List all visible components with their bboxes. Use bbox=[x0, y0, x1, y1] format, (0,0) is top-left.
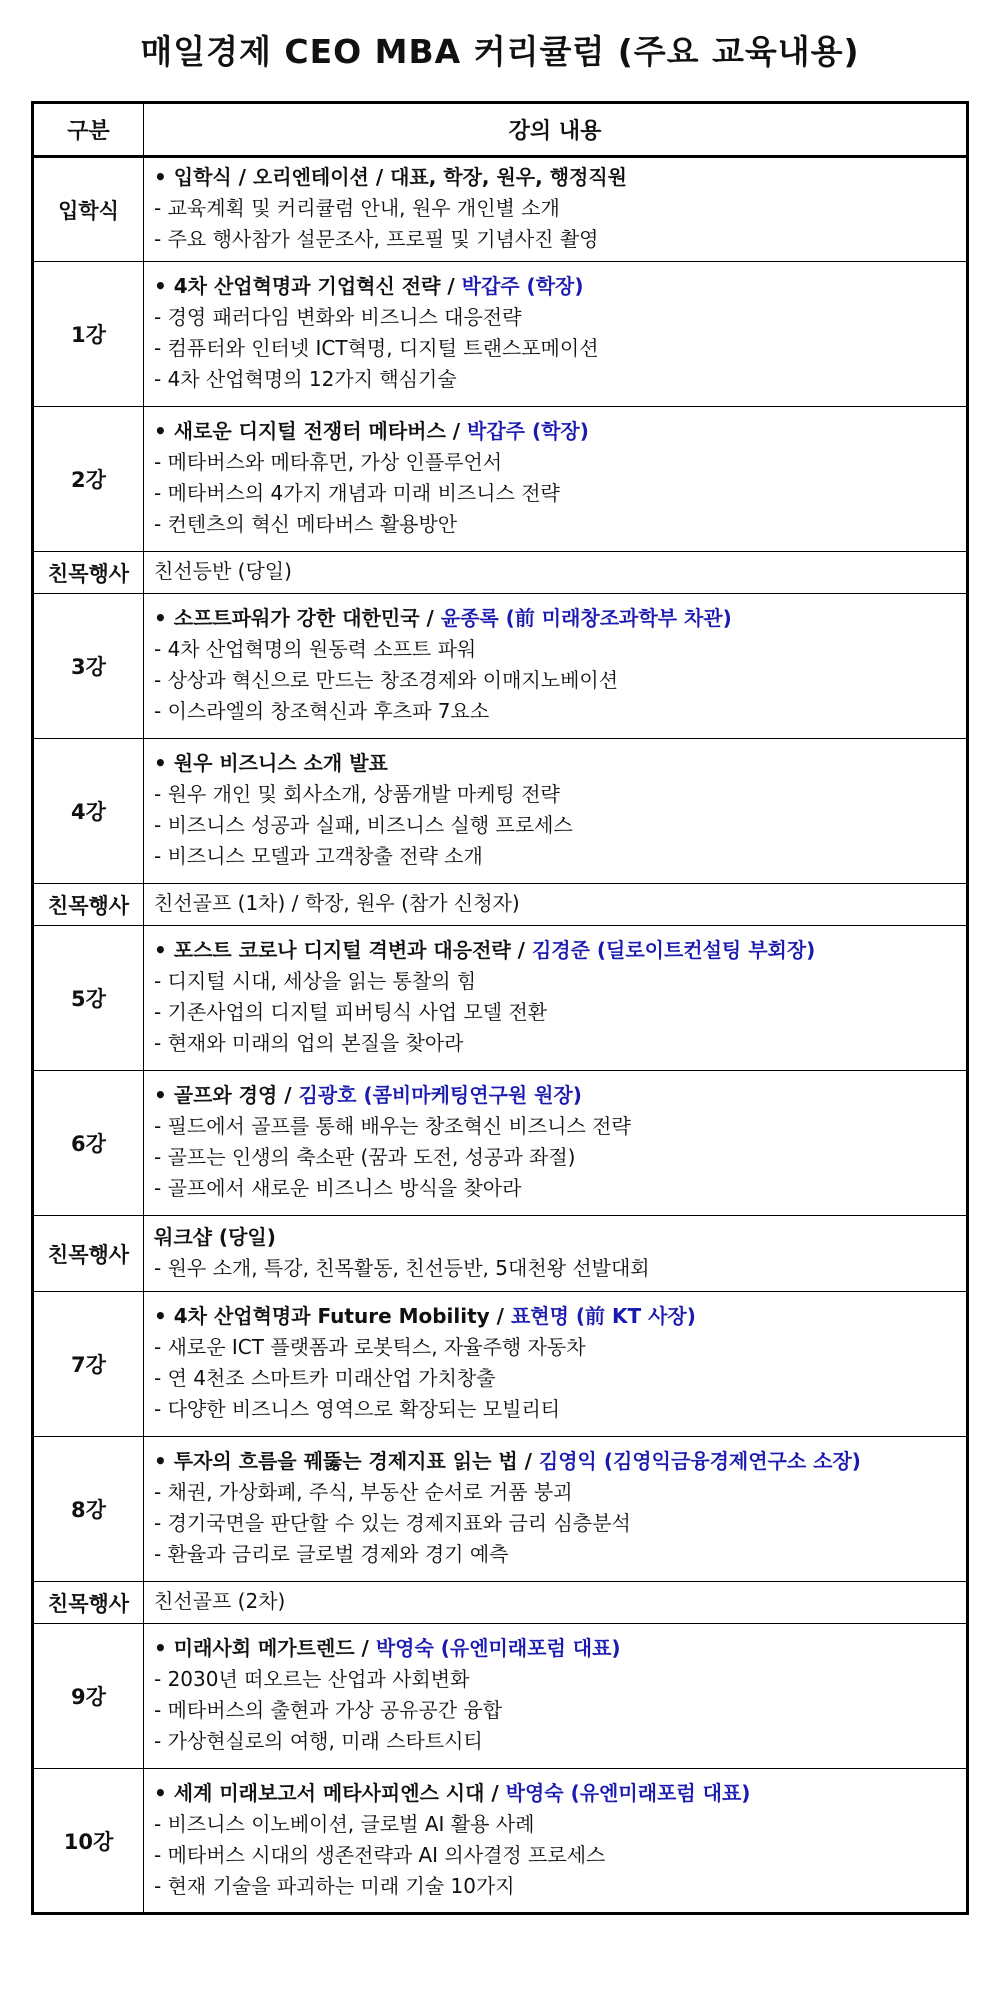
lecture-detail: - 골프는 인생의 축소판 (꿈과 도전, 성공과 좌절) bbox=[154, 1145, 576, 1169]
lecturer-name: 박갑주 (학장) bbox=[467, 419, 589, 443]
table-row bbox=[33, 552, 968, 594]
lecture-title bbox=[154, 1080, 956, 1111]
row-content bbox=[144, 1292, 968, 1437]
lecturer-name: 김경준 (딜로이트컨설팅 부회장) bbox=[531, 938, 816, 962]
lecture-detail: - 채권, 가상화폐, 주식, 부동산 순서로 거품 붕괴 bbox=[154, 1480, 573, 1504]
lecture-detail: - 컴퓨터와 인터넷 ICT혁명, 디지털 트랜스포메이션 bbox=[154, 336, 599, 360]
table-row bbox=[33, 1071, 968, 1216]
lecture-topic: • 원우 비즈니스 소개 발표 bbox=[154, 751, 388, 775]
lecture-topic: • 세계 미래보고서 메타사피엔스 시대 / bbox=[154, 1780, 506, 1805]
row-content bbox=[144, 1437, 968, 1582]
row-content bbox=[144, 552, 968, 594]
table-header-row bbox=[33, 103, 968, 157]
table-row bbox=[33, 1216, 968, 1292]
lecturer-name: 김영익 (김영익금융경제연구소 소장) bbox=[538, 1449, 861, 1473]
row-category: 친목행사 bbox=[33, 552, 144, 594]
table-row bbox=[33, 926, 968, 1071]
row-category: 친목행사 bbox=[33, 1216, 144, 1292]
row-content bbox=[144, 262, 968, 407]
event-text: 친선골프 (2차) bbox=[154, 1589, 286, 1613]
row-category: 4강 bbox=[33, 739, 144, 884]
header-content: 강의 내용 bbox=[144, 103, 968, 157]
lecture-detail: - 디지털 시대, 세상을 읽는 통찰의 힘 bbox=[154, 969, 477, 993]
lecture-detail: - 현재 기술을 파괴하는 미래 기술 10가지 bbox=[154, 1873, 515, 1898]
header-category: 구분 bbox=[33, 103, 144, 157]
lecture-topic: • 골프와 경영 / bbox=[154, 1083, 299, 1107]
lecture-detail: - 다양한 비즈니스 영역으로 확장되는 모빌리티 bbox=[154, 1397, 561, 1421]
lecture-title bbox=[154, 603, 956, 634]
lecture-detail: - 메타버스 시대의 생존전략과 AI 의사결정 프로세스 bbox=[154, 1842, 606, 1867]
event-text: 친선등반 (당일) bbox=[154, 559, 292, 583]
lecturer-name: 박갑주 (학장) bbox=[461, 274, 584, 298]
row-category: 친목행사 bbox=[33, 1582, 144, 1624]
table-row bbox=[33, 407, 968, 552]
lecture-detail: - 필드에서 골프를 통해 배우는 창조혁신 비즈니스 전략 bbox=[154, 1114, 631, 1138]
lecture-detail: - 주요 행사참가 설문조사, 프로필 및 기념사진 촬영 bbox=[154, 227, 599, 251]
page-title: 매일경제 CEO MBA 커리큘럼 (주요 교육내용) bbox=[140, 32, 860, 71]
table-row bbox=[33, 739, 968, 884]
row-content bbox=[144, 1216, 968, 1292]
lecture-title bbox=[154, 748, 956, 779]
table-row bbox=[33, 884, 968, 926]
lecturer-name: 표현명 (前 KT 사장) bbox=[510, 1304, 696, 1328]
lecture-detail: - 2030년 떠오르는 산업과 사회변화 bbox=[154, 1667, 470, 1691]
lecture-title bbox=[154, 162, 956, 193]
lecture-detail: - 경영 패러다임 변화와 비즈니스 대응전략 bbox=[154, 305, 522, 329]
curriculum-table bbox=[31, 101, 969, 1915]
table-row bbox=[33, 1624, 968, 1769]
lecture-title bbox=[154, 1222, 956, 1253]
row-content bbox=[144, 1624, 968, 1769]
lecturer-name: 김광호 (콤비마케팅연구원 원장) bbox=[298, 1083, 582, 1107]
table-row bbox=[33, 1292, 968, 1437]
lecture-detail: - 비즈니스 모델과 고객창출 전략 소개 bbox=[154, 844, 483, 868]
row-content bbox=[144, 1582, 968, 1624]
row-content bbox=[144, 594, 968, 739]
table-row bbox=[33, 1769, 968, 1914]
row-category: 5강 bbox=[33, 926, 144, 1071]
row-category: 10강 bbox=[33, 1769, 144, 1914]
event-text: 친선골프 (1차) / 학장, 원우 (참가 신청자) bbox=[154, 891, 520, 915]
row-category: 7강 bbox=[33, 1292, 144, 1437]
lecture-detail: - 메타버스의 4가지 개념과 미래 비즈니스 전략 bbox=[154, 481, 560, 505]
row-category: 9강 bbox=[33, 1624, 144, 1769]
lecture-detail: - 4차 산업혁명의 12가지 핵심기술 bbox=[154, 367, 457, 391]
lecture-detail: - 컨텐츠의 혁신 메타버스 활용방안 bbox=[154, 512, 458, 536]
row-content bbox=[144, 407, 968, 552]
lecture-title bbox=[154, 1778, 956, 1809]
lecture-title bbox=[154, 416, 956, 447]
lecture-detail: - 경기국면을 판단할 수 있는 경제지표와 금리 심층분석 bbox=[154, 1511, 631, 1535]
lecture-topic: • 새로운 디지털 전쟁터 메타버스 / bbox=[154, 419, 468, 443]
table-row bbox=[33, 1437, 968, 1582]
lecture-detail: - 4차 산업혁명의 원동력 소프트 파워 bbox=[154, 637, 477, 661]
lecturer-name: 윤종록 (前 미래창조과학부 차관) bbox=[440, 606, 732, 630]
lecture-title bbox=[154, 271, 956, 302]
lecture-topic: 워크샵 (당일) bbox=[154, 1224, 276, 1249]
table-row bbox=[33, 262, 968, 407]
lecture-detail: - 상상과 혁신으로 만드는 창조경제와 이매지노베이션 bbox=[154, 668, 619, 692]
row-category: 6강 bbox=[33, 1071, 144, 1216]
row-content bbox=[144, 739, 968, 884]
lecture-topic: • 미래사회 메가트렌드 / bbox=[154, 1636, 376, 1660]
lecture-detail: - 새로운 ICT 플랫폼과 로봇틱스, 자율주행 자동차 bbox=[154, 1335, 586, 1359]
lecture-topic: • 입학식 / 오리엔테이션 / 대표, 학장, 원우, 행정직원 bbox=[154, 165, 627, 189]
lecture-topic: • 4차 산업혁명과 Future Mobility / bbox=[154, 1304, 511, 1328]
lecture-title bbox=[154, 1633, 956, 1664]
lecture-detail: - 연 4천조 스마트카 미래산업 가치창출 bbox=[154, 1366, 496, 1390]
table-row bbox=[33, 594, 968, 739]
lecture-topic: • 4차 산업혁명과 기업혁신 전략 / bbox=[154, 274, 462, 298]
lecturer-name: 박영숙 (유엔미래포럼 대표) bbox=[375, 1636, 621, 1660]
lecture-detail: - 메타버스와 메타휴먼, 가상 인플루언서 bbox=[154, 450, 503, 474]
lecture-detail: - 교육계획 및 커리큘럼 안내, 원우 개인별 소개 bbox=[154, 196, 560, 220]
lecture-title bbox=[154, 935, 956, 966]
row-content bbox=[144, 926, 968, 1071]
lecture-detail: - 환율과 금리로 글로벌 경제와 경기 예측 bbox=[154, 1542, 509, 1566]
table-row bbox=[33, 1582, 968, 1624]
row-content bbox=[144, 1769, 968, 1914]
lecture-detail: - 원우 개인 및 회사소개, 상품개발 마케팅 전략 bbox=[154, 782, 560, 806]
lecture-topic: • 소프트파워가 강한 대한민국 / bbox=[154, 606, 441, 630]
lecture-detail: - 가상현실로의 여행, 미래 스타트시티 bbox=[154, 1729, 483, 1753]
row-content bbox=[144, 157, 968, 262]
lecture-detail: - 비즈니스 이노베이션, 글로벌 AI 활용 사례 bbox=[154, 1811, 535, 1836]
row-category: 1강 bbox=[33, 262, 144, 407]
row-content bbox=[144, 884, 968, 926]
lecture-title bbox=[154, 1446, 956, 1477]
row-category: 8강 bbox=[33, 1437, 144, 1582]
table-row bbox=[33, 157, 968, 262]
lecture-detail: - 현재와 미래의 업의 본질을 찾아라 bbox=[154, 1031, 464, 1055]
row-category: 2강 bbox=[33, 407, 144, 552]
lecture-detail: - 골프에서 새로운 비즈니스 방식을 찾아라 bbox=[154, 1176, 522, 1200]
row-category: 3강 bbox=[33, 594, 144, 739]
row-category: 입학식 bbox=[33, 157, 144, 262]
lecture-detail: - 이스라엘의 창조혁신과 후츠파 7요소 bbox=[154, 699, 490, 723]
lecture-detail: - 메타버스의 출현과 가상 공유공간 융합 bbox=[154, 1698, 503, 1722]
lecture-topic: • 투자의 흐름을 꿰뚫는 경제지표 읽는 법 / bbox=[154, 1449, 539, 1473]
lecture-detail: - 기존사업의 디지털 피버팅식 사업 모델 전환 bbox=[154, 1000, 548, 1024]
lecturer-name: 박영숙 (유엔미래포럼 대표) bbox=[505, 1780, 751, 1805]
lecture-detail: - 비즈니스 성공과 실패, 비즈니스 실행 프로세스 bbox=[154, 813, 573, 837]
row-category: 친목행사 bbox=[33, 884, 144, 926]
lecture-title bbox=[154, 1301, 956, 1332]
lecture-topic: • 포스트 코로나 디지털 격변과 대응전략 / bbox=[154, 938, 532, 962]
lecture-detail: - 원우 소개, 특강, 친목활동, 친선등반, 5대천왕 선발대회 bbox=[154, 1255, 650, 1280]
row-content bbox=[144, 1071, 968, 1216]
